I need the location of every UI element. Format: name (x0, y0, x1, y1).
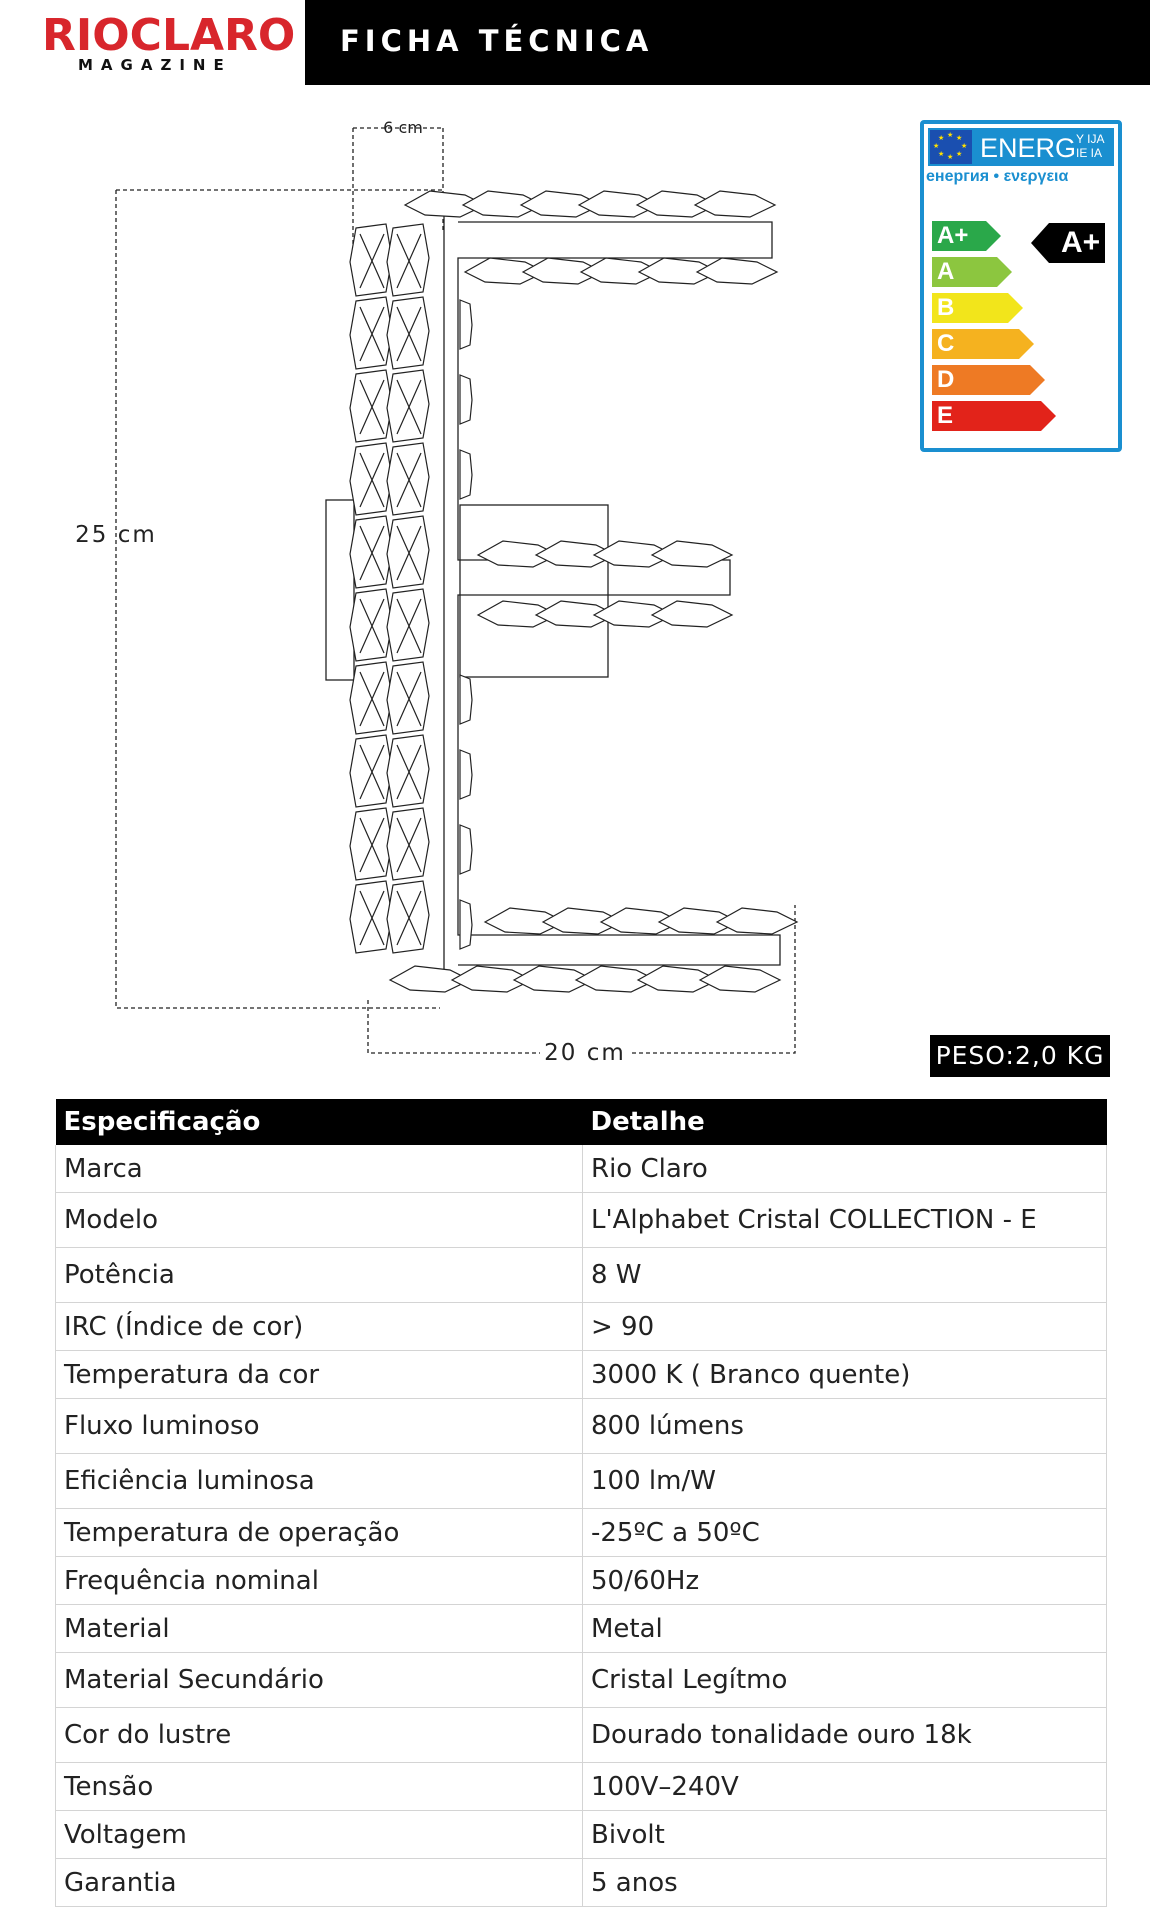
energy-subtitle: енергия • ενεργεια (926, 168, 1069, 185)
spec-value-cell: Cristal Legítmo (583, 1653, 1107, 1708)
crystal (697, 258, 777, 284)
crystal (652, 601, 732, 627)
table-row (56, 1763, 1107, 1811)
energy-class-2: A (932, 257, 997, 287)
spec-name-cell: Frequência nominal (56, 1557, 583, 1605)
spec-value-cell: 50/60Hz (583, 1557, 1107, 1605)
table-row (56, 1193, 1107, 1248)
spec-name-cell: IRC (Índice de cor) (56, 1303, 583, 1351)
width-label: 20 cm (544, 1040, 626, 1066)
page-title: FICHA TÉCNICA (340, 24, 654, 58)
spec-value-cell: -25ºC a 50ºC (583, 1509, 1107, 1557)
spec-value-cell: L'Alphabet Cristal COLLECTION - E (583, 1193, 1107, 1248)
crystal (700, 966, 780, 992)
energy-class-3: B (932, 293, 1008, 323)
spec-value-cell: 3000 K ( Branco quente) (583, 1351, 1107, 1399)
spec-table-header (56, 1099, 1107, 1145)
weight-badge: PESO:2,0 KG (930, 1035, 1110, 1077)
e-frame (458, 222, 780, 965)
spec-value-cell: 8 W (583, 1248, 1107, 1303)
table-row (56, 1145, 1107, 1193)
table-row (56, 1248, 1107, 1303)
spec-header-detail: Detalhe (583, 1099, 1107, 1145)
spec-name-cell: Modelo (56, 1193, 583, 1248)
header-bar (305, 0, 1150, 85)
spec-value-cell: Metal (583, 1605, 1107, 1653)
crystal (460, 300, 472, 349)
energy-suffix (1076, 132, 1104, 160)
energy-word: ENERG (980, 133, 1077, 163)
mount-plate (326, 500, 354, 680)
table-row (56, 1557, 1107, 1605)
crystal (695, 191, 775, 217)
spec-value-cell: Rio Claro (583, 1145, 1107, 1193)
spec-name-cell: Potência (56, 1248, 583, 1303)
energy-class-1: A+ (932, 221, 986, 251)
height-label: 25 cm (75, 522, 157, 548)
energy-class-4: C (932, 329, 1019, 359)
spec-name-cell: Garantia (56, 1859, 583, 1907)
spec-name-cell: Material Secundário (56, 1653, 583, 1708)
energy-suffix-top: Y IJA (1076, 132, 1105, 146)
energy-class-5: D (932, 365, 1030, 395)
crystal (460, 825, 472, 874)
table-row (56, 1605, 1107, 1653)
crystal (460, 750, 472, 799)
energy-rating-arrow: A+ (1049, 223, 1105, 263)
spec-name-cell: Temperatura de operação (56, 1509, 583, 1557)
crystal (652, 541, 732, 567)
spec-value-cell: > 90 (583, 1303, 1107, 1351)
spec-value-cell: Bivolt (583, 1811, 1107, 1859)
table-row (56, 1509, 1107, 1557)
logo-subtitle: MAGAZINE (78, 56, 232, 74)
depth-label: 6 cm (383, 118, 423, 137)
logo-wordmark: RIOCLARO (42, 10, 296, 61)
table-row (56, 1859, 1107, 1907)
crystal (717, 908, 797, 934)
spec-header-spec: Especificação (56, 1099, 583, 1145)
spec-value-cell: 5 anos (583, 1859, 1107, 1907)
back-plate (460, 505, 608, 677)
brand-logo (42, 10, 296, 78)
spec-name-cell: Material (56, 1605, 583, 1653)
spec-value-cell: 100V–240V (583, 1763, 1107, 1811)
table-row (56, 1303, 1107, 1351)
eu-flag-icon: ★ ★ ★ ★ ★ ★ ★ ★ (930, 130, 972, 164)
table-row (56, 1399, 1107, 1454)
spec-name-cell: Marca (56, 1145, 583, 1193)
table-row (56, 1811, 1107, 1859)
spec-value-cell: 100 lm/W (583, 1454, 1107, 1509)
spec-table (55, 1099, 1107, 1907)
table-row (56, 1653, 1107, 1708)
energy-label (920, 120, 1122, 452)
energy-suffix-bottom: IE IA (1076, 146, 1103, 160)
spine-crystals (350, 224, 429, 953)
arm-crystals (390, 191, 797, 992)
spec-name-cell: Temperatura da cor (56, 1351, 583, 1399)
spec-name-cell: Tensão (56, 1763, 583, 1811)
spec-name-cell: Cor do lustre (56, 1708, 583, 1763)
crystal (460, 900, 472, 949)
spec-value-cell: Dourado tonalidade ouro 18k (583, 1708, 1107, 1763)
spec-name-cell: Eficiência luminosa (56, 1454, 583, 1509)
energy-header (928, 128, 1114, 166)
spec-value-cell: 800 lúmens (583, 1399, 1107, 1454)
spec-name-cell: Voltagem (56, 1811, 583, 1859)
crystal (460, 450, 472, 499)
crystal (460, 675, 472, 724)
table-row (56, 1708, 1107, 1763)
spec-name-cell: Fluxo luminoso (56, 1399, 583, 1454)
table-row (56, 1351, 1107, 1399)
energy-class-6: E (932, 401, 1041, 431)
crystal (460, 375, 472, 424)
table-row (56, 1454, 1107, 1509)
